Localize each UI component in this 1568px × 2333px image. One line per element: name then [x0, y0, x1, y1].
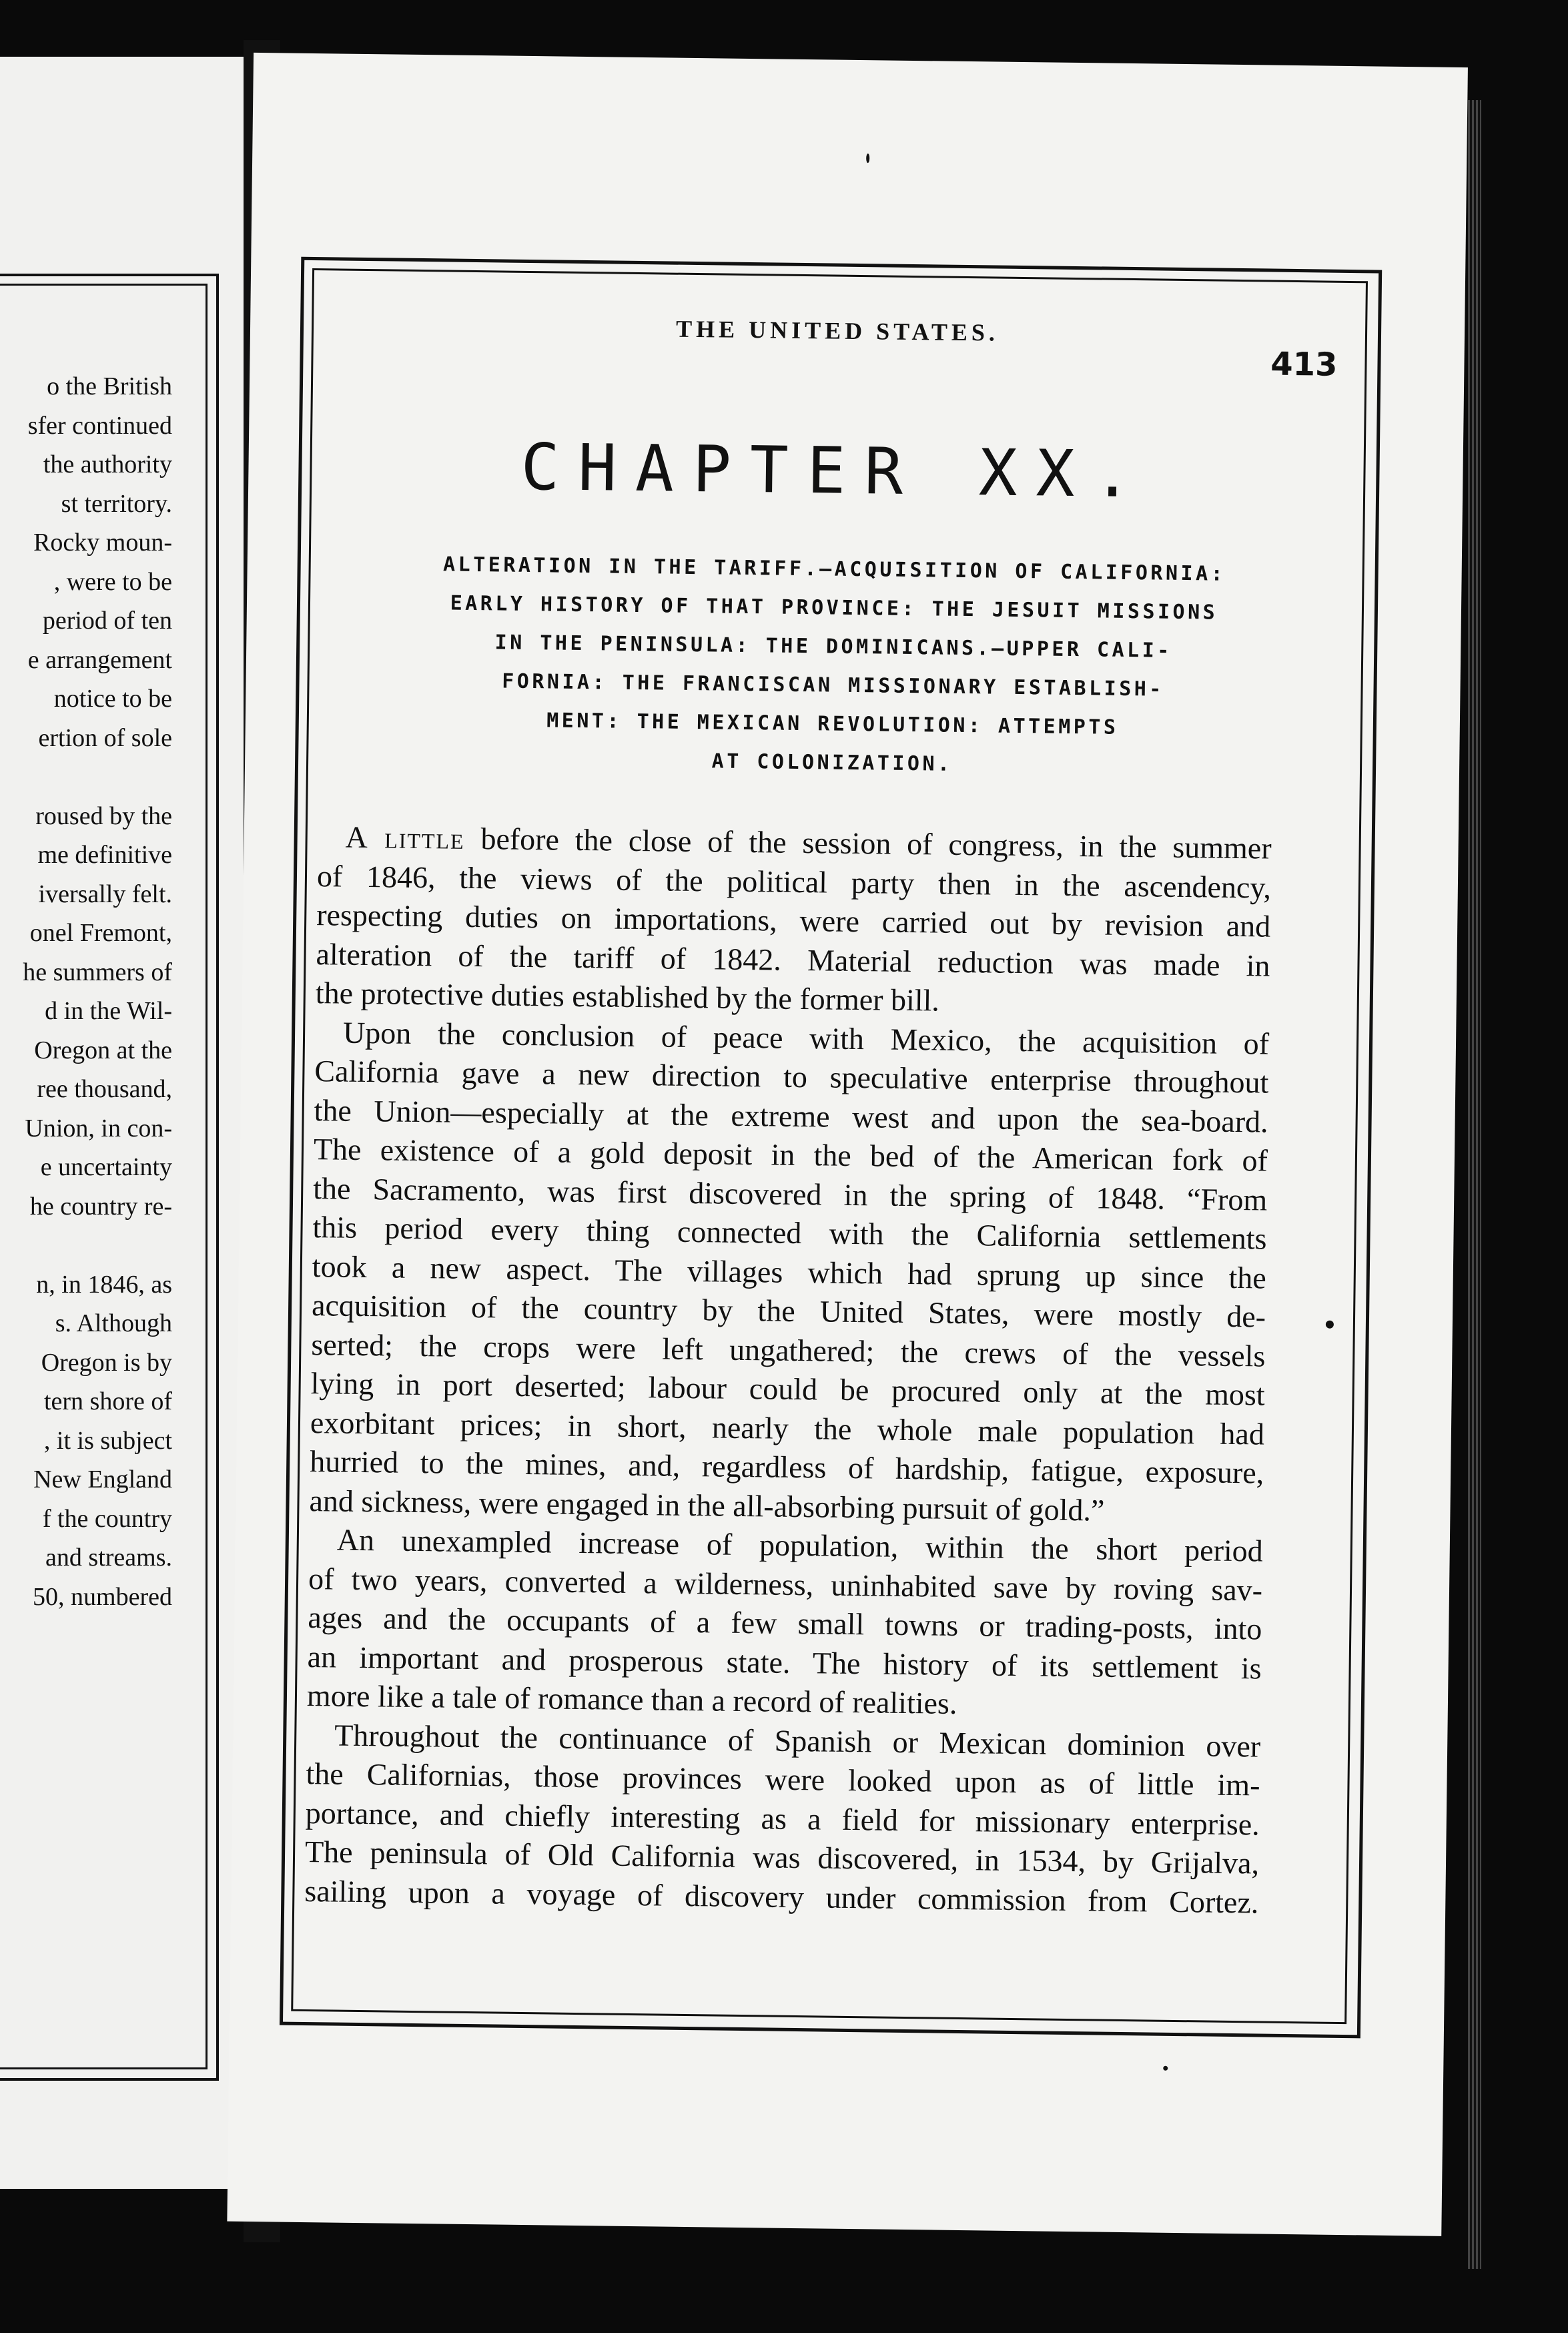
text-line: Union, in con- — [25, 1114, 172, 1142]
text-line: the authority — [43, 450, 172, 478]
body-line: took a new aspect. The villages which had sprung up since the — [312, 1249, 1267, 1295]
body-line: respecting duties on importations, were carried out by revision and — [316, 898, 1271, 944]
running-head: THE UNITED STATES. — [675, 315, 1000, 346]
paragraph-gap — [0, 757, 172, 797]
lead-in-small-caps: A little — [345, 819, 465, 856]
chapter-title: CHAPTER XX. — [520, 429, 1152, 513]
text-line: iversally felt. — [38, 880, 172, 908]
synopsis-line: ALTERATION IN THE TARIFF.—ACQUISITION OF CALIFORNIA: — [442, 553, 1226, 586]
body-line: The peninsula of Old California was discovered, in 1534, by Grijalva, — [304, 1835, 1260, 1881]
text-line: he country re- — [29, 1192, 172, 1221]
body-line: of 1846, the views of the political party then in the ascendency, — [316, 858, 1272, 905]
synopsis-line: AT COLONIZATION. — [711, 749, 953, 776]
text-line: roused by the — [35, 801, 172, 830]
text-line: n, in 1846, as — [36, 1270, 172, 1299]
text-line: s. Although — [55, 1309, 172, 1337]
body-line: the Union—especially at the extreme west and upon the sea-board. — [314, 1092, 1268, 1139]
text-line: Rocky moun- — [33, 529, 172, 557]
ink-speck — [1163, 2066, 1168, 2071]
text-line: Oregon at the — [34, 1036, 172, 1064]
body-line: The existence of a gold deposit in the bed of the American fork of — [313, 1132, 1268, 1178]
text-line: sfer continued — [27, 411, 172, 440]
synopsis-line: EARLY HISTORY OF THAT PROVINCE: THE JESUIT MISSIONS — [450, 591, 1218, 625]
body-line: of two years, converted a wilderness, uninhabited save by roving sav- — [308, 1561, 1263, 1608]
body-line: exorbitant prices; in short, nearly the whole male population had — [310, 1405, 1265, 1451]
body-line: alteration of the tariff of 1842. Material reduction was made in — [316, 936, 1270, 983]
page-number: 413 — [1270, 345, 1338, 384]
body-line: an important and prosperous state. The history of its settlement is — [307, 1639, 1262, 1686]
body-line: the Californias, those provinces were looked upon as of little im- — [306, 1756, 1260, 1802]
body-line: the Sacramento, was first discovered in the spring of 1848. “From — [312, 1171, 1268, 1217]
body-line: lying in port deserted; labour could be procured only at the most — [310, 1366, 1265, 1412]
text-line: Oregon is by — [41, 1348, 172, 1377]
body-line: hurried to the mines, and, regardless of hardship, fatigue, exposure, — [309, 1444, 1264, 1490]
synopsis-line: MENT: THE MEXICAN REVOLUTION: ATTEMPTS — [546, 709, 1119, 739]
text-line: notice to be — [53, 685, 172, 713]
body-line: ages and the occupants of a few small towns or trading-posts, into — [308, 1600, 1262, 1646]
body-line: this period every thing connected with the California settlements — [312, 1210, 1267, 1256]
text-line: , it is subject — [43, 1426, 172, 1455]
synopsis-line: FORNIA: THE FRANCISCAN MISSIONARY ESTABLISH- — [502, 669, 1165, 701]
text-line: st territory. — [61, 489, 172, 518]
text-line: he summers of — [23, 958, 172, 986]
ink-speck — [1326, 1321, 1334, 1329]
text-line: tern shore of — [43, 1387, 172, 1415]
text-line: d in the Wil- — [45, 997, 172, 1025]
text-line: me definitive — [37, 841, 172, 869]
previous-page-text — [0, 367, 172, 1702]
ink-speck — [866, 153, 869, 163]
text-line: ertion of sole — [38, 723, 172, 752]
body-line-text: before the close of the session of congress, in the summer — [464, 821, 1272, 866]
body-line: the protective duties established by the former bill. — [315, 976, 940, 1018]
page-edges — [1468, 100, 1481, 2269]
current-page — [227, 53, 1468, 2236]
body-line: and sickness, were engaged in the all-absorbing pursuit of gold.” — [309, 1483, 1105, 1528]
body-line: more like a tale of romance than a record of realities. — [306, 1678, 957, 1720]
text-line: onel Fremont, — [29, 919, 172, 947]
body-line: California gave a new direction to speculative enterprise throughout — [314, 1054, 1269, 1100]
body-line: portance, and chiefly interesting as a field for missionary enterprise. — [305, 1795, 1260, 1841]
body-line: Throughout the continuance of Spanish or Mexican dominion over — [334, 1718, 1261, 1764]
body-line: An unexampled increase of population, within the short period — [336, 1522, 1264, 1568]
body-line: sailing upon a voyage of discovery under commission from Cortez. — [304, 1873, 1259, 1919]
body-line: serted; the crops were left ungathered; the crews of the vessels — [311, 1327, 1266, 1373]
text-line: period of ten — [42, 607, 172, 635]
text-line: f the country — [42, 1504, 172, 1533]
synopsis-line: IN THE PENINSULA: THE DOMINICANS.—UPPER CALI- — [494, 631, 1173, 663]
text-line: e arrangement — [27, 645, 172, 674]
body-line: acquisition of the country by the United States, were mostly de- — [311, 1288, 1266, 1334]
text-line: e uncertainty — [40, 1153, 172, 1181]
text-line: , were to be — [53, 567, 172, 596]
paragraph-gap — [0, 1226, 172, 1265]
text-line: and streams. — [45, 1544, 172, 1572]
text-line: 50, numbered — [33, 1582, 172, 1611]
text-line: New England — [33, 1465, 172, 1493]
text-line: o the British — [47, 372, 172, 400]
previous-page — [0, 57, 244, 2189]
chapter-synopsis — [345, 545, 1322, 789]
chapter-body — [304, 817, 1272, 1922]
text-line: ree thousand, — [37, 1075, 172, 1103]
body-line: Upon the conclusion of peace with Mexico, the acquisition of — [342, 1015, 1270, 1061]
